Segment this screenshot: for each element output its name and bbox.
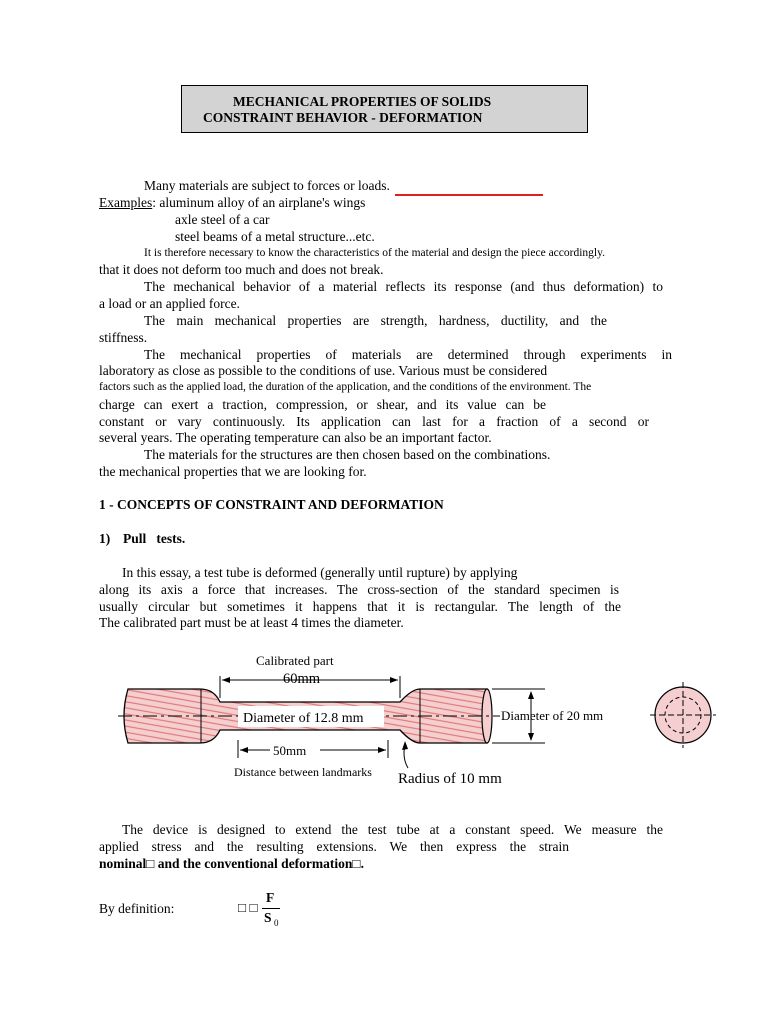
section2-paragraph-a: The device is designed to extend the test tube at a constant speed. We measure the <box>122 822 663 837</box>
title-line-1: MECHANICAL PROPERTIES OF SOLIDS <box>233 94 492 109</box>
section-heading: 1 - CONCEPTS OF CONSTRAINT AND DEFORMATION <box>99 497 444 512</box>
red-underline-annotation <box>395 194 543 196</box>
tensile-specimen-figure <box>0 640 768 800</box>
label-landmarks: Distance between landmarks <box>234 765 372 779</box>
section2-paragraph-b: applied stress and the resulting extensions. We then express the strain <box>99 839 569 854</box>
label-calibrated-part: Calibrated part <box>256 653 334 668</box>
label-diameter-20: Diameter of 20 mm <box>501 708 604 723</box>
formula-numerator: F <box>266 890 275 905</box>
section2-paragraph-c: nominal□ and the conventional deformation□. <box>99 856 364 871</box>
formula-denominator: S <box>264 910 272 925</box>
intro-paragraph-2b: that it does not deform too much and does not break. <box>99 262 384 277</box>
fraction-bar <box>262 908 280 909</box>
intro-paragraph-5f: several years. The operating temperature can also be an important factor. <box>99 430 492 445</box>
intro-paragraph-2a: It is therefore necessary to know the characteristics of the material and design the piece accordingly. <box>144 247 605 259</box>
intro-paragraph-5d: charge can exert a traction, compression, or shear, and its value can be <box>99 397 546 412</box>
intro-paragraph-4b: stiffness. <box>99 330 148 345</box>
example-2: axle steel of a car <box>175 212 270 227</box>
examples-label: Examples <box>99 195 153 210</box>
section1-paragraph-b: along its axis a force that increases. The cross-section of the standard specimen is <box>99 582 619 597</box>
intro-paragraph-6b: the mechanical properties that we are looking for. <box>99 464 367 479</box>
label-50mm: 50mm <box>273 743 307 758</box>
label-radius: Radius of 10 mm <box>398 771 502 787</box>
title-box <box>181 85 588 133</box>
section1-paragraph-a: In this essay, a test tube is deformed (generally until rupture) by applying <box>122 565 518 580</box>
intro-paragraph-1: Many materials are subject to forces or loads. <box>144 178 390 193</box>
intro-paragraph-3b: a load or an applied force. <box>99 296 240 311</box>
intro-paragraph-6a: The materials for the structures are then chosen based on the combinations. <box>144 447 551 462</box>
intro-paragraph-4a: The main mechanical properties are strength, hardness, ductility, and the <box>144 313 607 328</box>
example-3: steel beams of a metal structure...etc. <box>175 229 375 244</box>
intro-paragraph-5b: laboratory as close as possible to the conditions of use. Various must be considered <box>99 363 548 378</box>
title-line-2: CONSTRAINT BEHAVIOR - DEFORMATION <box>203 110 483 125</box>
section1-paragraph-d: The calibrated part must be at least 4 times the diameter. <box>99 615 404 630</box>
intro-paragraph-5e: constant or vary continuously. Its application can last for a fraction of a second or <box>99 414 649 429</box>
subsection-title: Pull tests. <box>123 531 186 546</box>
formula-subscript: 0 <box>274 918 279 928</box>
end-view-circle <box>650 682 716 748</box>
stress-formula <box>238 890 298 930</box>
label-diameter-12: Diameter of 12.8 mm <box>243 711 364 726</box>
example-1: : aluminum alloy of an airplane's wings <box>152 195 366 210</box>
section1-paragraph-c: usually circular but sometimes it happens that it is rectangular. The length of the <box>99 599 621 614</box>
formula-lhs: □ □ <box>238 900 258 915</box>
subsection-number: 1) <box>99 531 111 546</box>
label-60mm: 60mm <box>283 671 321 687</box>
intro-paragraph-5c: factors such as the applied load, the duration of the application, and the conditions of the environment. The <box>99 381 592 393</box>
definition-label: By definition: <box>99 901 175 916</box>
intro-paragraph-3a: The mechanical behavior of a material reflects its response (and thus deformation) to <box>144 279 663 294</box>
examples-line <box>99 195 365 211</box>
intro-paragraph-5a: The mechanical properties of materials are determined through experiments in <box>144 347 672 362</box>
